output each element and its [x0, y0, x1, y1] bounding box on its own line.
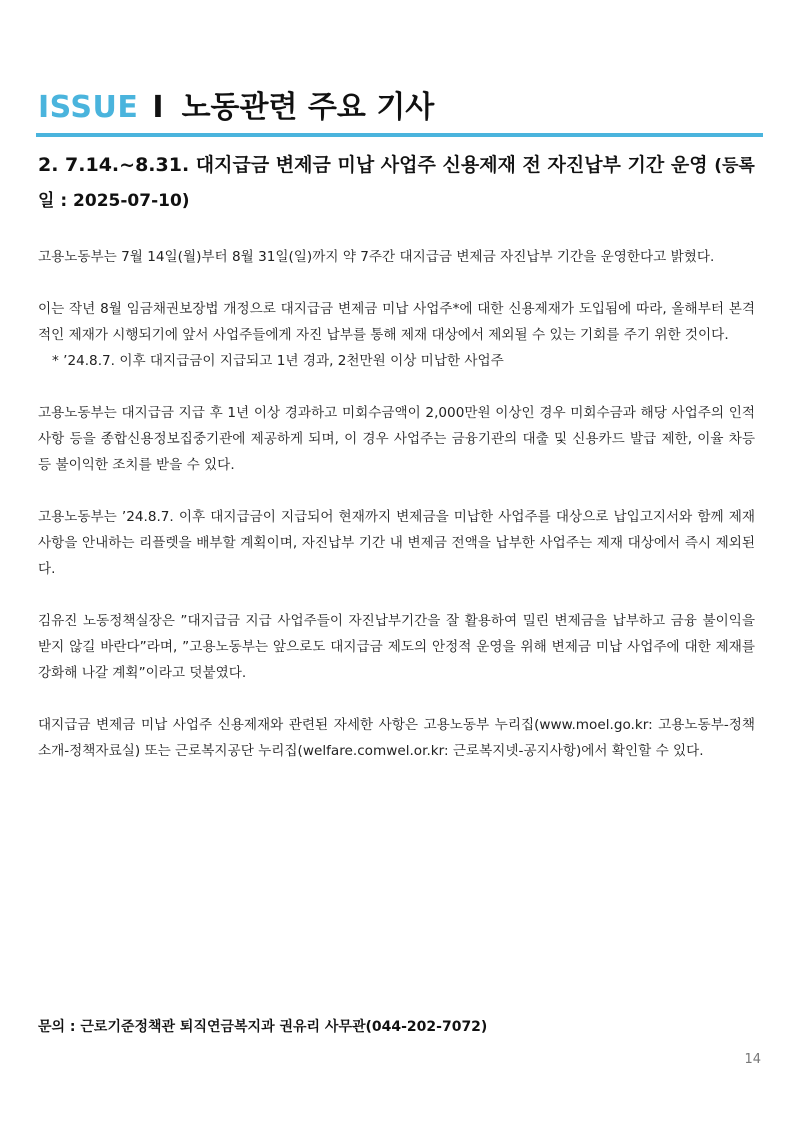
article-title: 2. 7.14.~8.31. 대지급금 변제금 미납 사업주 신용제재 전 자진납부 기간 운영: [38, 154, 708, 176]
paragraph-4: 고용노동부는 ’24.8.7. 이후 대지급금이 지급되어 현재까지 변제금을 미납한 사업주를 대상으로 납입고지서와 함께 제재 사항을 안내하는 리플렛을 배부할 계획이며, 자진납부 기간 내 변제금 전액을 납부한 사업주는 제재 대상에서 즉시 제외된다.: [38, 509, 755, 577]
header-rule: [36, 133, 763, 137]
contact-info: 문의 : 근로기준정책관 퇴직연금복지과 권유리 사무관(044-202-7072): [38, 1019, 488, 1035]
section-header: [38, 88, 738, 128]
article-body: [38, 244, 755, 790]
article-title-block: [38, 148, 758, 218]
header-separator: I: [152, 90, 164, 125]
paragraph-3: 고용노동부는 대지급금 지급 후 1년 이상 경과하고 미회수금액이 2,000만원 이상인 경우 미회수금과 해당 사업주의 인적사항 등을 종합신용정보집중기관에 제공하게 되며, 이 경우 사업주는 금융기관의 대출 및 신용카드 발급 제한, 이율 차등 등 불이익한 조치를 받을 수 있다.: [38, 405, 755, 473]
registered-date: (등록일 : 2025-07-10): [38, 156, 755, 211]
paragraph-1: 고용노동부는 7월 14일(월)부터 8월 31일(일)까지 약 7주간 대지급금 변제금 자진납부 기간을 운영한다고 밝혔다.: [38, 249, 715, 265]
page-number: 14: [744, 1052, 761, 1067]
issue-label: ISSUE: [38, 90, 139, 125]
paragraph-2: 이는 작년 8월 임금채권보장법 개정으로 대지급금 변제금 미납 사업주*에 대한 신용제재가 도입됨에 따라, 올해부터 본격적인 제재가 시행되기에 앞서 사업주들에게 자진 납부를 통해 제재 대상에서 제외될 수 있는 기회를 주기 위한 것이다.: [38, 301, 755, 343]
paragraph-5: 김유진 노동정책실장은 ”대지급금 지급 사업주들이 자진납부기간을 잘 활용하여 밀린 변제금을 납부하고 금융 불이익을 받지 않길 바란다”라며, ”고용노동부는 앞으로도 대지급금 제도의 안정적 운영을 위해 변제금 미납 사업주에 대한 제재를 강화해 나갈 계획”이라고 덧붙였다.: [38, 613, 755, 681]
paragraph-6: 대지급금 변제금 미납 사업주 신용제재와 관련된 자세한 사항은 고용노동부 누리집(www.moel.go.kr: 고용노동부-정책소개-정책자료실) 또는 근로복지공단 누리집(welfare.comwel.or.kr: 근로복지넷-공지사항)에서 확인할 수 있다.: [38, 717, 755, 759]
footnote: * ’24.8.7. 이후 대지급금이 지급되고 1년 경과, 2천만원 이상 미납한 사업주: [52, 353, 504, 369]
section-title: 노동관련 주요 기사: [181, 90, 435, 125]
